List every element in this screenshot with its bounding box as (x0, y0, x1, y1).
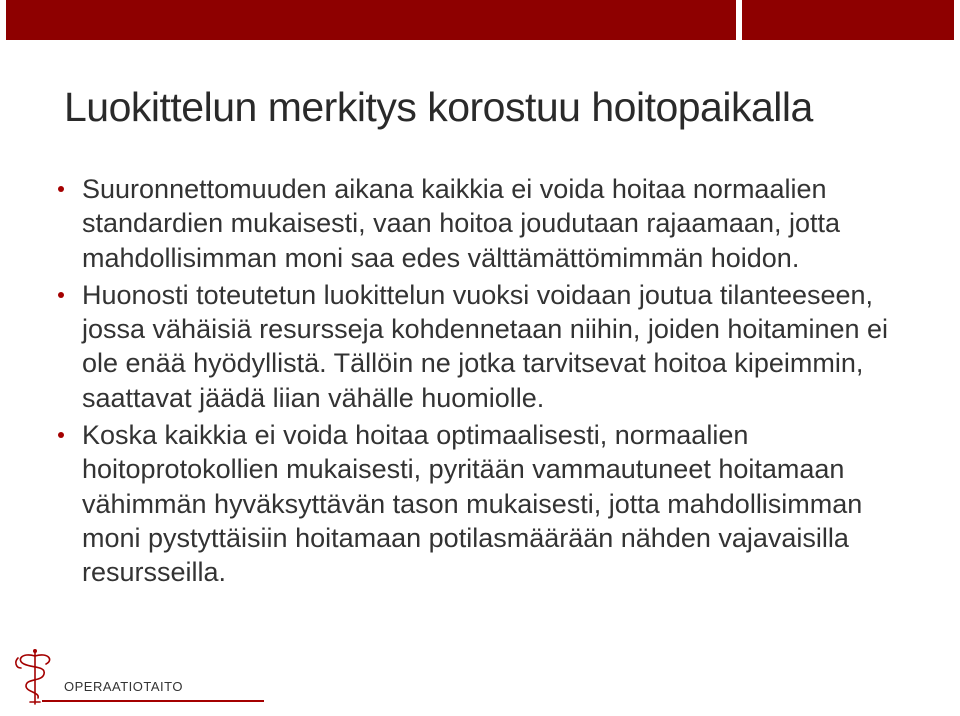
caduceus-icon (10, 646, 60, 708)
bullet-dot-icon (58, 432, 64, 438)
slide-title: Luokittelun merkitys korostuu hoitopaikalla (64, 84, 813, 130)
logo-wordmark: OPERAATIOTAITO (64, 679, 183, 694)
bullet-text: Huonosti toteutetun luokittelun vuoksi voidaan joutua tilanteeseen, jossa vähäisiä resursseja kohdennetaan niihin, joiden hoitaminen ei ole enää hyödyllistä. Tällöin ne jotka tarvitsevat hoitoa kipeimmin, saattavat jäädä liian vähälle huomiolle. (82, 279, 889, 413)
bullet-item (56, 172, 916, 275)
bullet-item (56, 418, 916, 589)
bullet-item (56, 278, 916, 415)
header-bar-right-margin (954, 0, 960, 40)
bullet-text: Suuronnettomuuden aikana kaikkia ei voida hoitaa normaalien standardien mukaisesti, vaan hoitoa joudutaan rajaamaan, jotta mahdollisimman moni saa edes välttämättömimmän hoidon. (82, 174, 840, 273)
bullet-dot-icon (58, 186, 64, 192)
operaatiotaito-logo (6, 640, 266, 716)
bullet-text: Koska kaikkia ei voida hoitaa optimaalisesti, normaalien hoitoprotokollien mukaisesti, pyritään vammautuneet hoitamaan vähimmän hyväksyttävän tason mukaisesti, jotta mahdollisimman moni pystyttäisiin hoitamaan potilasmäärään nähden vajavaisilla resursseilla. (82, 420, 863, 588)
bullet-list (56, 172, 916, 593)
header-bar (0, 0, 960, 40)
header-bar-divider (736, 0, 742, 40)
bullet-dot-icon (58, 292, 64, 298)
logo-underline (42, 700, 264, 702)
header-bar-left-margin (0, 0, 6, 40)
